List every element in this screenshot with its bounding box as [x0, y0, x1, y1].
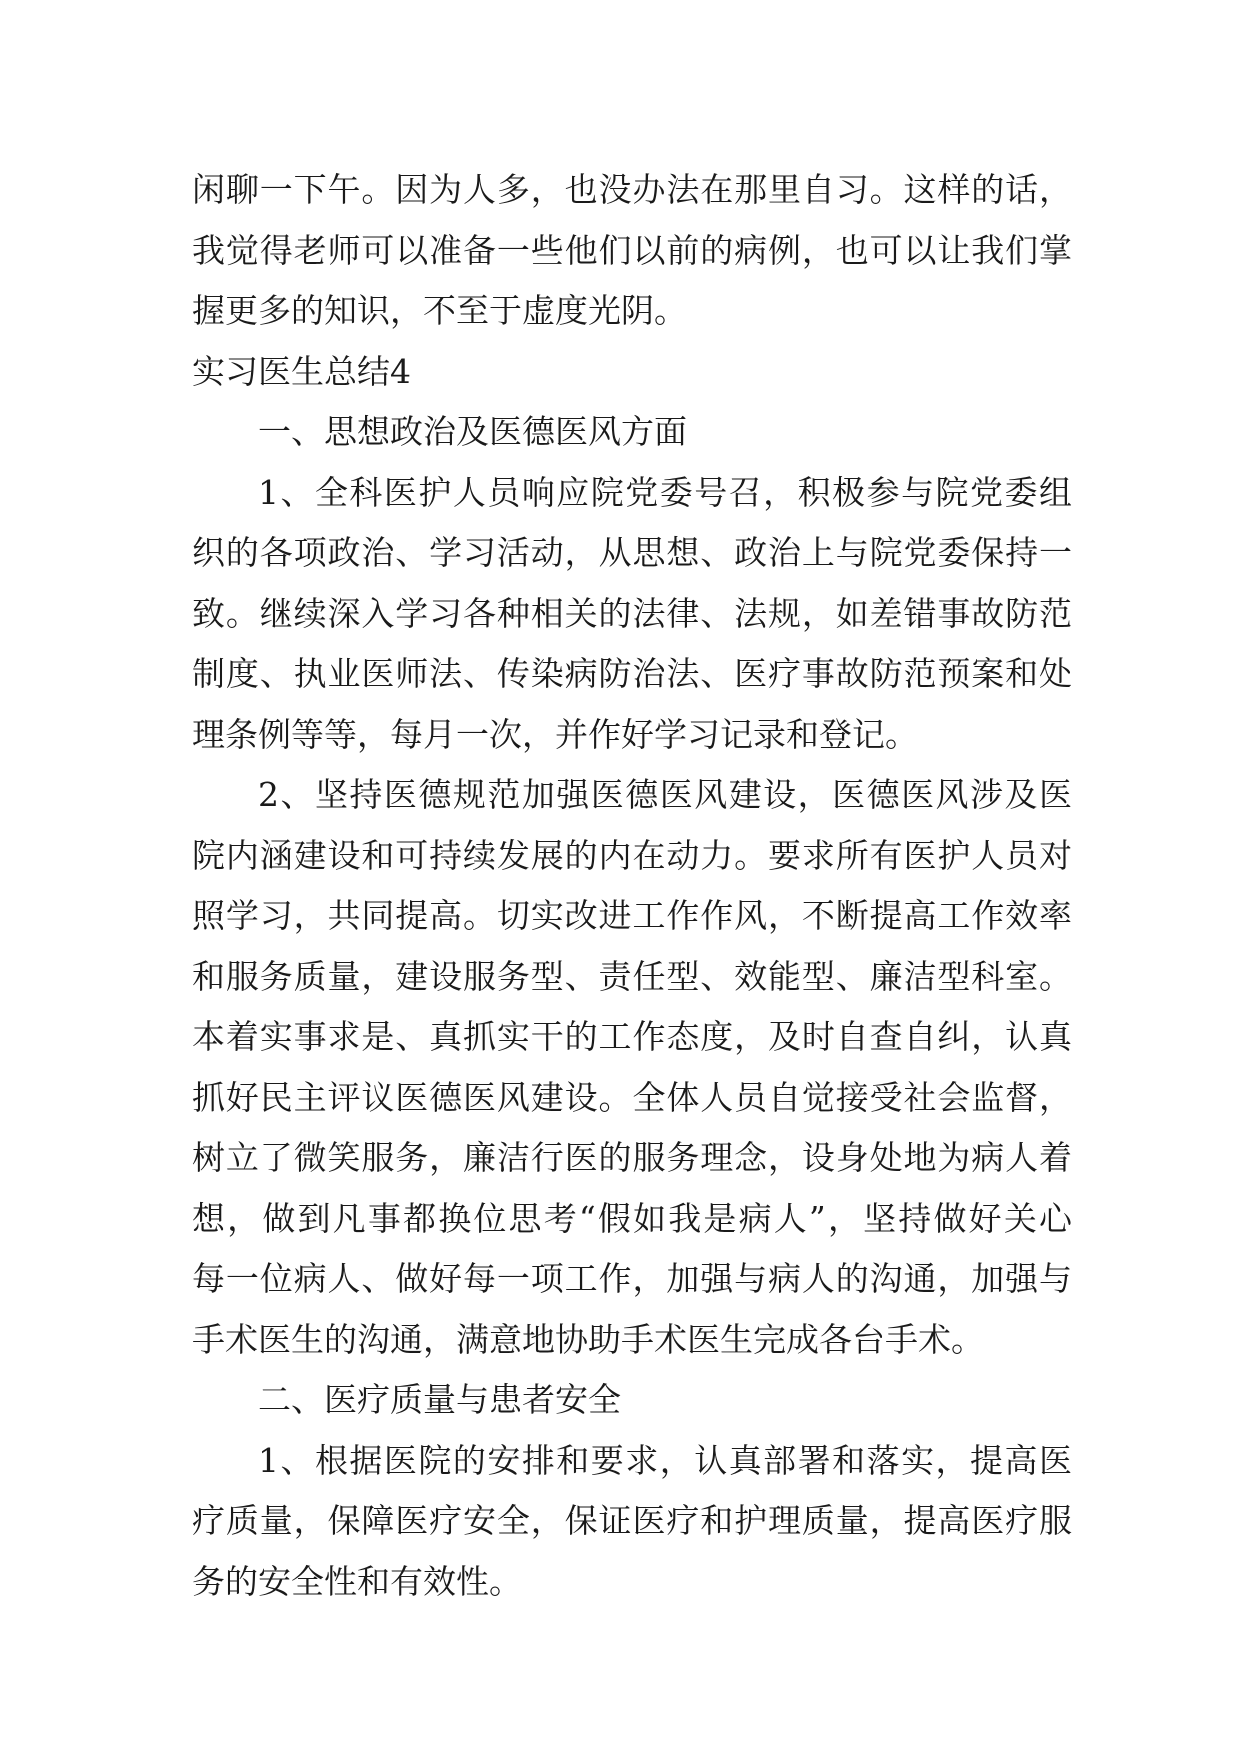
text-line: 务的安全性和有效性。	[192, 1561, 522, 1601]
text-line: 理条例等等，每月一次，并作好学习记录和登记。	[192, 714, 918, 754]
text-line: 一、思想政治及医德医风方面	[258, 412, 687, 451]
text-line: 院内涵建设和可持续发展的内在动力。要求所有医护人员对	[192, 835, 1072, 875]
text-line: 抓好民主评议医德医风建设。全体人员自觉接受社会监督，	[192, 1077, 1072, 1117]
text-line: 每一位病人、做好每一项工作，加强与病人的沟通，加强与	[192, 1259, 1072, 1298]
text-line: 照学习，共同提高。切实改进工作作风，不断提高工作效率	[192, 896, 1072, 935]
text-line: 手术医生的沟通，满意地协助手术医生完成各台手术。	[192, 1319, 984, 1359]
text-line: 和服务质量，建设服务型、责任型、效能型、廉洁型科室。	[192, 956, 1072, 996]
text-line: 疗质量，保障医疗安全，保证医疗和护理质量，提高医疗服	[192, 1501, 1072, 1540]
text-line: 本着实事求是、真抓实干的工作态度，及时自查自纠，认真	[192, 1017, 1072, 1056]
text-line: 实习医生总结4	[192, 351, 411, 391]
text-line: 树立了微笑服务，廉洁行医的服务理念，设身处地为病人着	[192, 1138, 1072, 1177]
text-line: 二、医疗质量与患者安全	[258, 1380, 621, 1419]
text-line: 1、根据医院的安排和要求，认真部署和落实，提高医	[258, 1440, 1072, 1480]
document-body	[192, 160, 1072, 1612]
text-line: 我觉得老师可以准备一些他们以前的病例，也可以让我们掌	[192, 230, 1072, 270]
text-line: 握更多的知识，不至于虚度光阴。	[192, 291, 687, 330]
text-line: 制度、执业医师法、传染病防治法、医疗事故防范预案和处	[192, 654, 1072, 693]
text-line: 1、全科医护人员响应院党委号召，积极参与院党委组	[258, 472, 1072, 512]
text-line: 2、坚持医德规范加强医德医风建设，医德医风涉及医	[258, 775, 1072, 814]
text-line: 想，做到凡事都换位思考“假如我是病人”，坚持做好关心	[192, 1198, 1072, 1238]
text-line: 致。继续深入学习各种相关的法律、法规，如差错事故防范	[192, 593, 1072, 633]
text-line: 织的各项政治、学习活动，从思想、政治上与院党委保持一	[192, 533, 1072, 572]
text-line: 闲聊一下午。因为人多，也没办法在那里自习。这样的话，	[192, 170, 1072, 209]
